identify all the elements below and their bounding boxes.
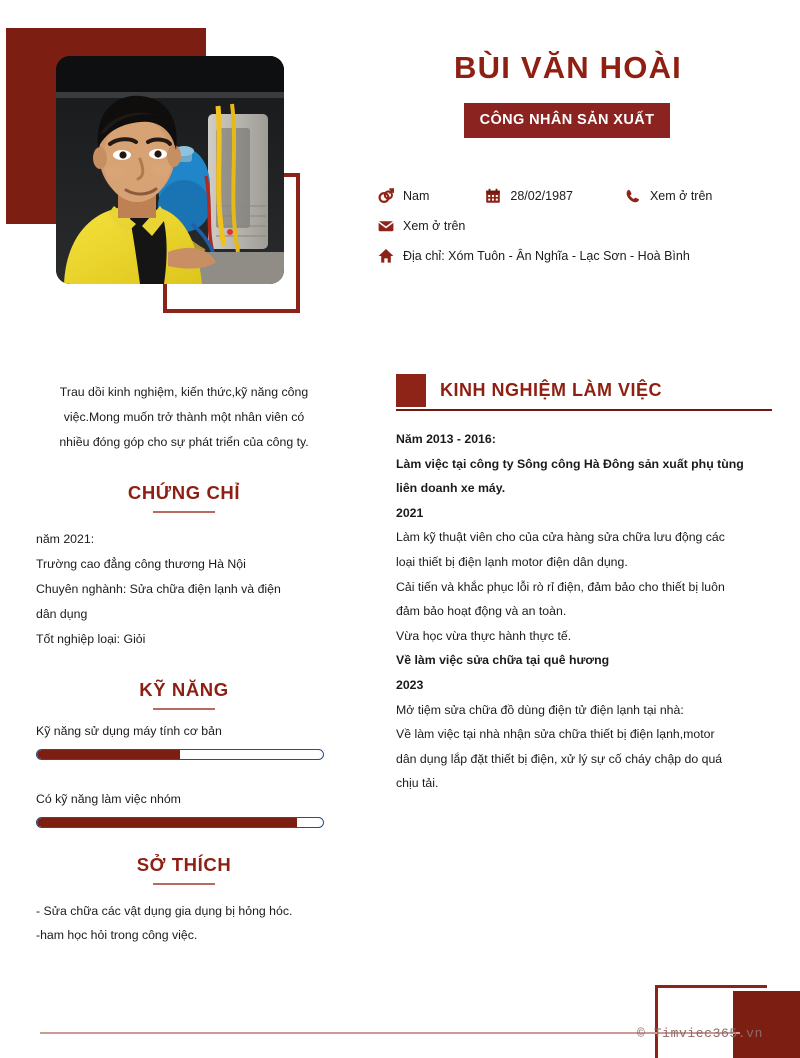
contact-row-3 — [378, 248, 788, 264]
certificate-line: Chuyên nghành: Sửa chữa điện lạnh và điện — [36, 582, 281, 597]
contact-address — [378, 248, 690, 264]
experience-line: Mở tiệm sửa chữa đồ dùng điện tử điện lạnh tại nhà: — [396, 702, 684, 717]
photo-zone — [0, 0, 360, 350]
objective-block — [36, 380, 332, 456]
cv-header — [378, 50, 778, 138]
hobby-line: -ham học hỏi trong công việc. — [36, 928, 198, 943]
contact-email-text: Xem ở trên — [403, 219, 466, 233]
contact-phone-text: Xem ở trên — [649, 189, 713, 203]
contact-birthday — [485, 188, 573, 204]
footer-divider — [40, 1032, 740, 1034]
contact-row-2 — [378, 218, 788, 234]
status-badge: CÔNG NHÂN SẢN XUẤT — [464, 103, 671, 138]
section-title-certificates: CHỨNG CHỈ — [127, 481, 241, 503]
certificate-line: Trường cao đẳng công thương Hà Nội — [36, 556, 246, 571]
certificate-line: Tốt nghiệp loại: Giỏi — [36, 632, 146, 647]
section-title-hobbies: SỞ THÍCH — [136, 853, 232, 875]
certificate-line: dân dụng — [36, 607, 88, 622]
objective-line: việc.Mong muốn trở thành một nhân viên có — [63, 410, 305, 425]
role-badge-wrap — [378, 103, 778, 138]
experience-line: chịu tải. — [396, 776, 439, 791]
section-underline — [153, 883, 215, 885]
envelope-icon — [378, 218, 394, 234]
gender-icon — [378, 188, 394, 204]
experience-line: loại thiết bị điện lạnh motor điện dân dụng. — [396, 554, 628, 569]
watermark: © Timviec365.vn — [636, 1026, 763, 1041]
contact-email — [378, 218, 465, 234]
contact-row-1 — [378, 188, 788, 204]
skill-label: Kỹ năng sử dụng máy tính cơ bản — [36, 723, 222, 738]
section-underline — [153, 511, 215, 513]
experience-body — [396, 427, 772, 796]
experience-line: dân dụng lắp đặt thiết bị điện, xử lý sự cố cháy chập do quá — [396, 751, 723, 766]
spacer — [36, 760, 332, 780]
objective-line: nhiều đóng góp cho sự phát triển của công ty. — [59, 435, 309, 450]
skill-item — [36, 792, 332, 828]
certificates-block — [36, 482, 332, 653]
objective-line: Trau dồi kinh nghiệm, kiến thức,kỹ năng công — [59, 385, 309, 399]
candidate-name: BÙI VĂN HOÀI — [454, 50, 682, 85]
certificate-line: năm 2021: — [36, 531, 95, 546]
contact-birthday-text: 28/02/1987 — [510, 189, 573, 203]
section-title-experience: KINH NGHIỆM LÀM VIỆC — [440, 380, 663, 400]
contact-address-text: Địa chỉ: Xóm Tuôn - Ân Nghĩa - Lạc Sơn - Hoà Bình — [403, 249, 690, 263]
contact-block — [378, 188, 788, 278]
home-icon — [378, 248, 394, 264]
contact-phone — [625, 188, 712, 204]
experience-line: Vừa học vừa thực hành thực tế. — [396, 628, 572, 643]
footer-decor-square — [733, 991, 800, 1058]
section-divider — [396, 409, 772, 411]
left-column — [36, 380, 332, 948]
hobby-line: - Sửa chữa các vật dụng gia dụng bị hỏng hóc. — [36, 903, 293, 918]
experience-line: Về làm việc sửa chữa tại quê hương — [396, 653, 610, 668]
hobbies-block — [36, 854, 332, 948]
skill-label: Có kỹ năng làm việc nhóm — [36, 791, 181, 806]
section-accent-block — [396, 374, 426, 407]
section-underline — [153, 708, 215, 710]
candidate-photo — [56, 56, 284, 284]
experience-header — [396, 374, 772, 407]
experience-line: Cải tiến và khắc phục lỗi rò rỉ điện, đảm bảo cho thiết bị luôn — [396, 579, 725, 594]
experience-line: Về làm việc tại nhà nhận sửa chữa thiết bị điện lạnh,motor — [396, 727, 715, 742]
contact-gender — [378, 188, 429, 204]
avatar — [56, 56, 284, 284]
phone-icon — [625, 188, 641, 204]
experience-line: 2023 — [396, 677, 424, 692]
experience-line: đảm bảo hoạt động và an toàn. — [396, 604, 567, 619]
experience-line: 2021 — [396, 505, 424, 520]
contact-gender-text: Nam — [403, 189, 430, 203]
skills-block — [36, 679, 332, 828]
experience-line: Năm 2013 - 2016: — [396, 432, 496, 446]
right-column — [396, 374, 772, 796]
skill-item — [36, 724, 332, 760]
section-title-skills: KỸ NĂNG — [139, 678, 229, 700]
skill-progress-fill — [37, 750, 180, 759]
experience-line: Làm kỹ thuật viên cho của cửa hàng sửa chữa lưu động các — [396, 530, 725, 545]
skill-progress-fill — [37, 818, 297, 827]
experience-line: liên doanh xe máy. — [396, 481, 506, 496]
calendar-icon — [485, 188, 501, 204]
skill-progress-bar — [36, 749, 324, 760]
skill-progress-bar — [36, 817, 324, 828]
experience-line: Làm việc tại công ty Sông công Hà Đông sản xuất phụ tùng — [396, 456, 744, 471]
